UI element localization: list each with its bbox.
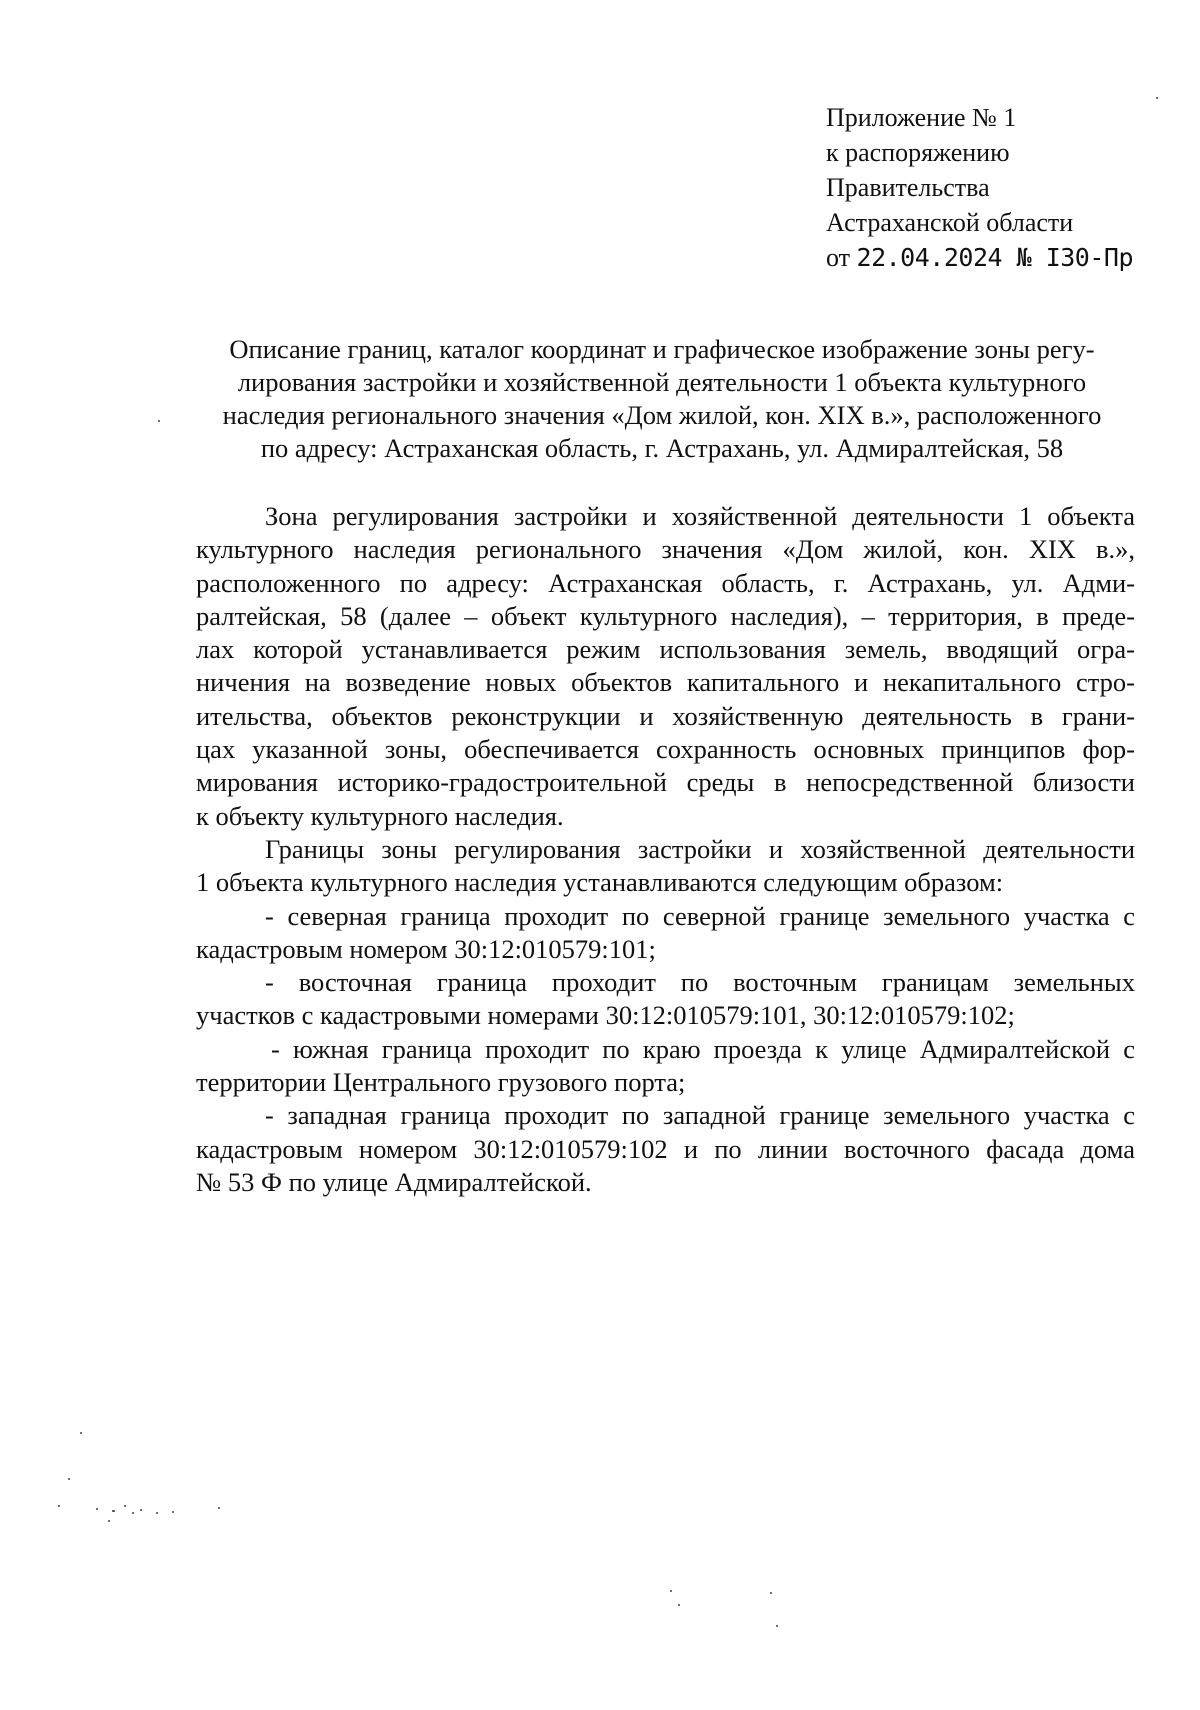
appendix-line: к распоряжению: [826, 138, 1010, 167]
text-line: расположенного по адресу: Астраханская область, г. Астрахань, ул. Адми-: [196, 567, 1135, 598]
text-line: участков с кадастровыми номерами 30:12:010579:101, 30:12:010579:102;: [196, 1000, 1015, 1031]
document-title: [190, 333, 1134, 465]
date-prefix: от: [826, 243, 851, 272]
text-line: ралтейская, 58 (далее – объект культурного наследия), – территория, в преде-: [196, 600, 1135, 631]
title-line: по адресу: Астраханская область, г. Астрахань, ул. Адмиралтейская, 58: [260, 433, 1064, 463]
text-line: к объекту культурного наследия.: [196, 800, 564, 831]
text-line: - северная граница проходит по северной границе земельного участка с: [265, 900, 1135, 931]
north-boundary-item: [196, 900, 1135, 967]
title-line: Описание границ, каталог координат и графическое изображение зоны регу-: [229, 334, 1095, 364]
text-line: кадастровым номером 30:12:010579:102 и по линии восточного фасада дома: [196, 1133, 1135, 1164]
paragraph-boundaries-intro: [196, 833, 1135, 900]
text-line: ительства, объектов реконструкции и хозяйственную деятельность в грани-: [196, 700, 1135, 731]
text-line: - западная граница проходит по западной границе земельного участка с: [265, 1100, 1135, 1131]
text-line: лах которой устанавливается режим использования земель, вводящий огра-: [196, 634, 1135, 665]
text-line: № 53 Ф по улице Адмиралтейской.: [196, 1166, 592, 1197]
date-stamp: 22.04.2024 № I30-Пр: [856, 243, 1134, 272]
text-line: культурного наследия регионального значения «Дом жилой, кон. XIX в.»,: [196, 534, 1135, 565]
appendix-block: [826, 100, 1133, 275]
south-boundary-item: [196, 1033, 1135, 1100]
paragraph-zone-description: [196, 500, 1135, 833]
east-boundary-item: [196, 966, 1135, 1033]
appendix-date-line: [826, 240, 1133, 275]
text-line: Границы зоны регулирования застройки и хозяйственной деятельности: [265, 833, 1135, 864]
text-line: кадастровым номером 30:12:010579:101;: [196, 933, 656, 964]
text-line: цах указанной зоны, обеспечивается сохранность основных принципов фор-: [196, 734, 1135, 765]
title-line: наследия регионального значения «Дом жилой, кон. XIX в.», расположенного: [222, 400, 1102, 430]
document-body: [196, 500, 1135, 1199]
west-boundary-item: [196, 1099, 1135, 1199]
appendix-line: Правительства: [826, 173, 990, 202]
text-line: ничения на возведение новых объектов капитального и некапитального стро-: [196, 667, 1135, 698]
text-line: - южная граница проходит по краю проезда к улице Адмиралтейской с: [271, 1033, 1135, 1064]
text-line: мирования историко-градостроительной среды в непосредственной близости: [196, 767, 1135, 798]
text-line: Зона регулирования застройки и хозяйственной деятельности 1 объекта: [265, 501, 1135, 531]
title-line: лирования застройки и хозяйственной деятельности 1 объекта культурного: [237, 367, 1087, 397]
text-line: 1 объекта культурного наследия устанавливаются следующим образом:: [196, 867, 1004, 898]
appendix-line: Приложение № 1: [826, 103, 1017, 132]
text-line: - восточная граница проходит по восточным границам земельных: [265, 967, 1135, 998]
appendix-line: Астраханской области: [826, 208, 1074, 237]
text-line: территории Центрального грузового порта;: [196, 1067, 686, 1098]
